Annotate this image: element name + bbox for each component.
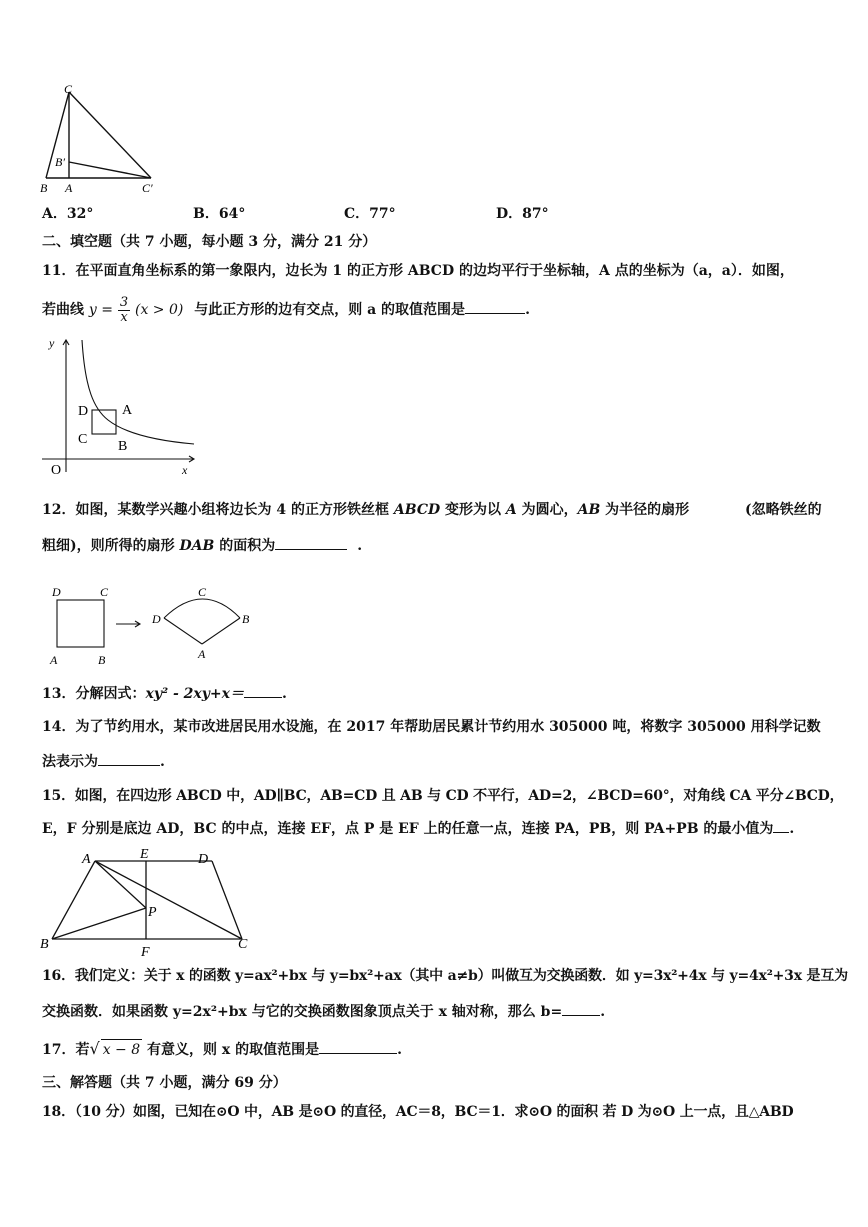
q12-a: A [505, 502, 517, 518]
fig15-label-e: E [140, 847, 149, 862]
triangle-figure-q10 [36, 84, 166, 194]
q15-line1: 15．如图，在四边形 ABCD 中，AD∥BC，AB=CD 且 AB 与 CD 不平行，AD=2，∠BCD=60°，对角线 CA 平分∠BCD， [42, 788, 844, 804]
fig10-label-a: A [65, 181, 73, 194]
square-to-sector-figure-q12 [40, 580, 270, 672]
fig11-label-b: B [118, 439, 128, 454]
fig12-label-d2: D [152, 612, 161, 626]
q13-end: . [281, 686, 287, 702]
q16-answer-blank[interactable] [562, 1001, 600, 1016]
fig15-label-b: B [40, 937, 49, 952]
q12-dab: DAB [179, 538, 215, 554]
fig11-label-a: A [122, 403, 133, 418]
q12-text-e: 粗细)，则所得的扇形 [42, 538, 180, 554]
q10-option-b: B．64° [193, 206, 246, 222]
q17-post: 有意义，则 x 的取值范围是 [147, 1042, 320, 1058]
q11-formula-condition: (x > 0) [135, 302, 184, 318]
q15-answer-blank[interactable] [773, 818, 789, 833]
q15-end: . [789, 821, 795, 837]
q14-answer-blank[interactable] [98, 751, 160, 766]
q17-pre: 17．若 [42, 1042, 90, 1058]
q14-line2-text: 法表示为 [42, 754, 98, 770]
q16-line2-text: 交换函数．如果函数 y=2x²+bx 与它的交换函数图象顶点关于 x 轴对称，那么 b= [42, 1004, 563, 1020]
fig10-label-c-prime: C′ [142, 181, 153, 194]
q11-line1: 11．在平面直角坐标系的第一象限内，边长为 1 的正方形 ABCD 的边均平行于坐标轴，A 点的坐标为（a，a）．如图， [42, 263, 794, 279]
q17-end: . [397, 1042, 402, 1058]
q11-answer-blank[interactable] [465, 299, 525, 314]
q11-formula-fraction [118, 296, 130, 325]
q12-text-d: 为半径的扇形 [600, 502, 690, 518]
q13-pre: 13．分解因式： [42, 686, 146, 702]
fig12-label-b2: B [242, 612, 250, 626]
q18-line1: 18．（10 分）如图，已知在⊙O 中，AB 是⊙O 的直径，AC＝8，BC＝1．求⊙O 的面积 若 D 为⊙O 上一点，且△ABD [42, 1104, 794, 1120]
fig10-label-b: B [40, 181, 48, 194]
q11-formula-denominator: x [120, 309, 128, 325]
q12-answer-blank[interactable] [275, 535, 347, 550]
q15-line2 [42, 818, 794, 839]
trapezoid-figure-q15 [38, 845, 253, 960]
q12-line1 [42, 500, 689, 520]
hyperbola-figure-q11 [38, 334, 200, 480]
q17-answer-blank[interactable] [319, 1039, 397, 1054]
q14-line1: 14．为了节约用水，某市改进居民用水设施，在 2017 年帮助居民累计节约用水 305000 吨，将数字 305000 用科学记数 [42, 719, 821, 735]
q12-end: . [357, 538, 363, 554]
q17 [42, 1039, 402, 1060]
fig11-label-d: D [78, 404, 89, 419]
q12-text-b: 变形为以 [440, 502, 506, 518]
fig10-label-b-prime: B′ [55, 155, 65, 169]
q10-option-a: A．32° [42, 206, 94, 222]
q11-line2-pre: 若曲线 [42, 302, 84, 318]
q14-end: . [160, 754, 165, 770]
q17-radicand: x − 8 [101, 1039, 142, 1060]
q13-expression: xy² - 2xy+x＝ [145, 686, 244, 702]
q11-line2 [42, 293, 530, 327]
fig11-label-y: y [49, 336, 55, 350]
fig12-label-a1: A [50, 653, 58, 667]
q10-option-d: D．87° [496, 206, 549, 222]
section-heading-solutions: 三、解答题（共 7 小题，满分 69 分） [42, 1075, 287, 1091]
fig12-label-b1: B [98, 653, 106, 667]
q10-option-c: C．77° [344, 206, 396, 222]
q12-line2 [42, 535, 362, 556]
fig11-label-x: x [182, 463, 188, 477]
q13 [42, 683, 287, 704]
fig10-label-c: C [64, 84, 73, 96]
radical-sign-icon: √ [89, 1039, 100, 1058]
fig15-label-a: A [82, 852, 91, 867]
fig12-label-d1: D [52, 585, 61, 599]
q15-line2-text: E，F 分别是底边 AD，BC 的中点，连接 EF，点 P 是 EF 上的任意一点，连接 PA，PB，则 PA+PB 的最小值为 [42, 821, 774, 837]
q16-line2 [42, 1001, 605, 1022]
fig12-label-a2: A [198, 647, 206, 661]
q13-answer-blank[interactable] [244, 683, 282, 698]
q12-abcd: ABCD [393, 502, 441, 518]
section-heading-fill-blank: 二、填空题（共 7 小题，每小题 3 分，满分 21 分） [42, 234, 377, 250]
q12-ab: AB [577, 502, 601, 518]
fig15-label-d: D [198, 852, 209, 867]
q11-formula-y: y = [88, 302, 113, 318]
q11-line2-post: 与此正方形的边有交点，则 a 的取值范围是 [194, 302, 466, 318]
fig15-label-f: F [141, 945, 150, 960]
q11-end: . [525, 302, 530, 318]
fig11-label-o: O [51, 463, 62, 478]
q12-line1-tail: (忽略铁丝的 [745, 502, 822, 518]
fig12-label-c1: C [100, 585, 109, 599]
q12-text-f: 的面积为 [214, 538, 276, 554]
q16-line1: 16．我们定义：关于 x 的函数 y=ax²+bx 与 y=bx²+ax（其中 a≠b）叫做互为交换函数．如 y=3x²+4x 与 y=4x²+3x 是互为 [42, 968, 848, 984]
q12-text-c: 为圆心， [516, 502, 578, 518]
q12-text-a: 12．如图，某数学兴趣小组将边长为 4 的正方形铁丝框 [42, 502, 394, 518]
fig11-label-c: C [78, 432, 88, 447]
q11-formula-numerator: 3 [119, 294, 129, 310]
fig15-label-c: C [238, 937, 248, 952]
q14-line2 [42, 751, 165, 772]
fig12-label-c2: C [198, 585, 207, 599]
q16-end: . [600, 1004, 606, 1020]
fig15-label-p: P [148, 905, 157, 920]
